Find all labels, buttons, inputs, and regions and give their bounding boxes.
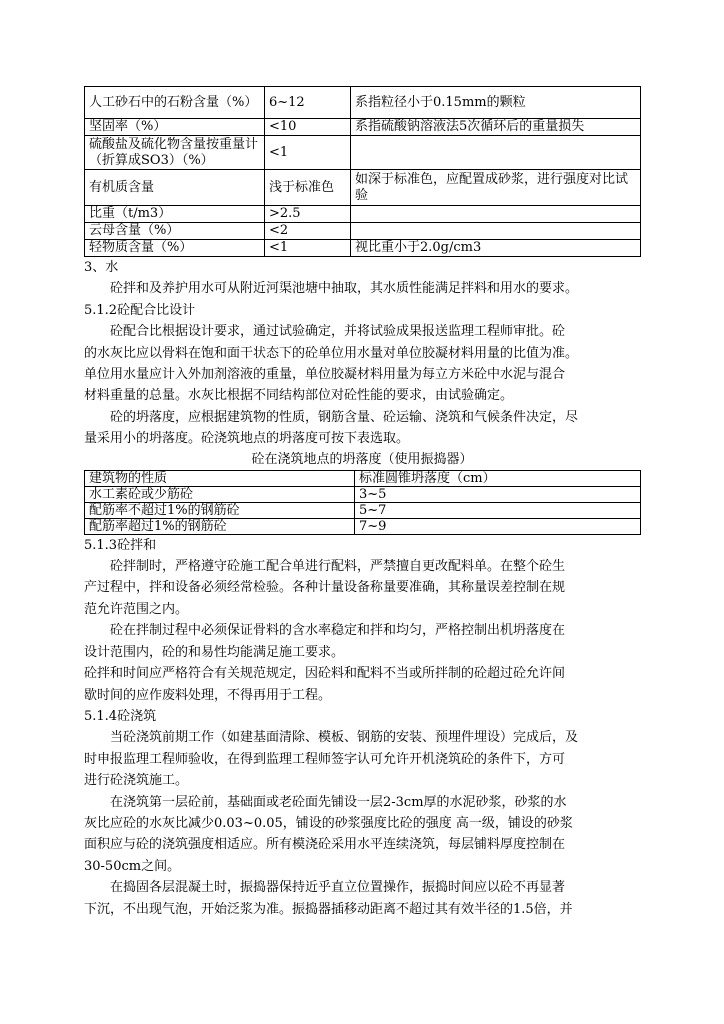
aggregate-spec-table bbox=[84, 86, 641, 257]
table-cell: 有机质含量 bbox=[85, 170, 265, 206]
paragraph-line: 歇时间的应作废料处理，不得再用于工程。 bbox=[84, 687, 332, 703]
paragraph-line: 面积应与砼的浇筑强度相适应。所有模浇砼采用水平连续浇筑，每层铺料厚度控制在 bbox=[84, 837, 566, 853]
table-cell: 比重（t/m3） bbox=[85, 206, 265, 223]
table-cell: 3~5 bbox=[355, 486, 641, 502]
paragraph-line: 砼拌和及养护用水可从附近河渠池塘中抽取，其水质性能满足拌料和用水的要求。 bbox=[110, 281, 579, 297]
paragraph-line: 设计范围内，砼的和易性均能满足施工要求。 bbox=[84, 644, 345, 660]
table-cell: 系指粒径小于0.15mm的颗粒 bbox=[351, 87, 641, 119]
table-cell bbox=[351, 223, 641, 240]
table-cell: 视比重小于2.0g/cm3 bbox=[351, 240, 641, 257]
table-caption: 砼在浇筑地点的坍落度（使用振捣器） bbox=[251, 451, 473, 467]
paragraph-line: 范允许范围之内。 bbox=[84, 601, 189, 617]
table-cell: 6~12 bbox=[265, 87, 351, 119]
table-cell: <2 bbox=[265, 223, 351, 240]
table-cell: 硫酸盐及硫化物含量按重量计（折算成SO3）（%） bbox=[85, 136, 265, 170]
table-cell: 浅于标准色 bbox=[265, 170, 351, 206]
section-heading: 5.1.3砼拌和 bbox=[84, 537, 157, 553]
table-row bbox=[85, 119, 641, 136]
table-cell: 系指硫酸钠溶液法5次循环后的重量损失 bbox=[351, 119, 641, 136]
paragraph-line: 在浇筑第一层砼前，基础面或老砼面先铺设一层2-3cm厚的水泥砂浆，砂浆的水 bbox=[110, 794, 567, 810]
document-page bbox=[84, 86, 640, 920]
section-heading: 3、水 bbox=[84, 260, 119, 275]
table-cell: <10 bbox=[265, 119, 351, 136]
paragraph-line: 砼拌制时，严格遵守砼施工配合单进行配料，严禁擅自更改配料单。在整个砼生 bbox=[110, 559, 566, 575]
table-row bbox=[85, 486, 641, 502]
table-row bbox=[85, 502, 641, 518]
table-cell: 人工砂石中的石粉含量（%） bbox=[85, 87, 265, 119]
table-cell: <1 bbox=[265, 136, 351, 170]
paragraph-line: 砼在拌制过程中必须保证骨料的含水率稳定和拌和均匀，严格控制出机坍落度在 bbox=[110, 623, 566, 639]
table-cell: 坚固率（%） bbox=[85, 119, 265, 136]
slump-table bbox=[84, 470, 641, 535]
table-header: 建筑物的性质 bbox=[85, 470, 355, 486]
table-header-row bbox=[85, 470, 641, 486]
table-row bbox=[85, 240, 641, 257]
table-cell: 5~7 bbox=[355, 502, 641, 518]
table-row bbox=[85, 518, 641, 534]
table-cell: 7~9 bbox=[355, 518, 641, 534]
paragraph-line: 进行砼浇筑施工。 bbox=[84, 773, 189, 789]
paragraph-line: 当砼浇筑前期工作（如建基面清除、模板、钢筋的安装、预埋件埋设）完成后，及 bbox=[110, 730, 579, 746]
paragraph-line: 30-50cm之间。 bbox=[84, 858, 181, 874]
paragraph-line: 砼配合比根据设计要求，通过试验确定，并将试验成果报送监理工程师审批。砼 bbox=[110, 324, 566, 340]
table-row bbox=[85, 206, 641, 223]
paragraph-line: 材料重量的总量。水灰比根据不同结构部位对砼性能的要求，由试验确定。 bbox=[84, 388, 514, 404]
table-cell: >2.5 bbox=[265, 206, 351, 223]
paragraph-line: 产过程中，拌和设备必须经常检验。各种计量设备称量要准确，其称量误差控制在规 bbox=[84, 580, 566, 596]
paragraph-line: 时申报监理工程师验收，在得到监理工程师签字认可允许开机浇筑砼的条件下，方可 bbox=[84, 751, 566, 767]
paragraph-line: 在捣固各层混凝土时，振捣器保持近乎直立位置操作，振捣时间应以砼不再显著 bbox=[110, 880, 566, 896]
section-heading: 5.1.4砼浇筑 bbox=[84, 708, 157, 724]
table-row bbox=[85, 170, 641, 206]
table-row bbox=[85, 87, 641, 119]
table-cell: 配筋率超过1%的钢筋砼 bbox=[85, 518, 355, 534]
paragraph-line: 灰比应砼的水灰比减少0.03~0.05，铺设的砂浆强度比砼的强度 高一级，铺设的砂浆 bbox=[84, 815, 573, 831]
table-cell: 配筋率不超过1%的钢筋砼 bbox=[85, 502, 355, 518]
paragraph-line: 的水灰比应以骨料在饱和面干状态下的砼单位用水量对单位胶凝材料用量的比值为准。 bbox=[84, 345, 579, 361]
table-cell: 如深于标准色，应配置成砂浆，进行强度对比试验 bbox=[351, 170, 641, 206]
table-cell bbox=[351, 206, 641, 223]
table-header: 标准圆锥坍落度（cm） bbox=[355, 470, 641, 486]
table-cell: 水工素砼或少筋砼 bbox=[85, 486, 355, 502]
table-cell: <1 bbox=[265, 240, 351, 257]
table-cell bbox=[351, 136, 641, 170]
table-row bbox=[85, 223, 641, 240]
paragraph-line: 砼拌和时间应严格符合有关规范规定，因砼料和配料不当或所拌制的砼超过砼允许间 bbox=[84, 666, 566, 682]
paragraph-line: 砼的坍落度，应根据建筑物的性质，钢筋含量、砼运输、浇筑和气候条件决定，尽 bbox=[110, 409, 579, 425]
paragraph-line: 下沉，不出现气泡，开始泛浆为准。振捣器插移动距离不超过其有效半径的1.5倍，并 bbox=[84, 901, 573, 917]
table-cell: 轻物质含量（%） bbox=[85, 240, 265, 257]
paragraph-line: 量采用小的坍落度。砼浇筑地点的坍落度可按下表选取。 bbox=[84, 431, 410, 447]
section-heading: 5.1.2砼配合比设计 bbox=[84, 302, 196, 318]
table-row bbox=[85, 136, 641, 170]
table-cell: 云母含量（%） bbox=[85, 223, 265, 240]
paragraph-line: 单位用水量应计入外加剂溶液的重量，单位胶凝材料用量为每立方米砼中水泥与混合 bbox=[84, 367, 566, 383]
